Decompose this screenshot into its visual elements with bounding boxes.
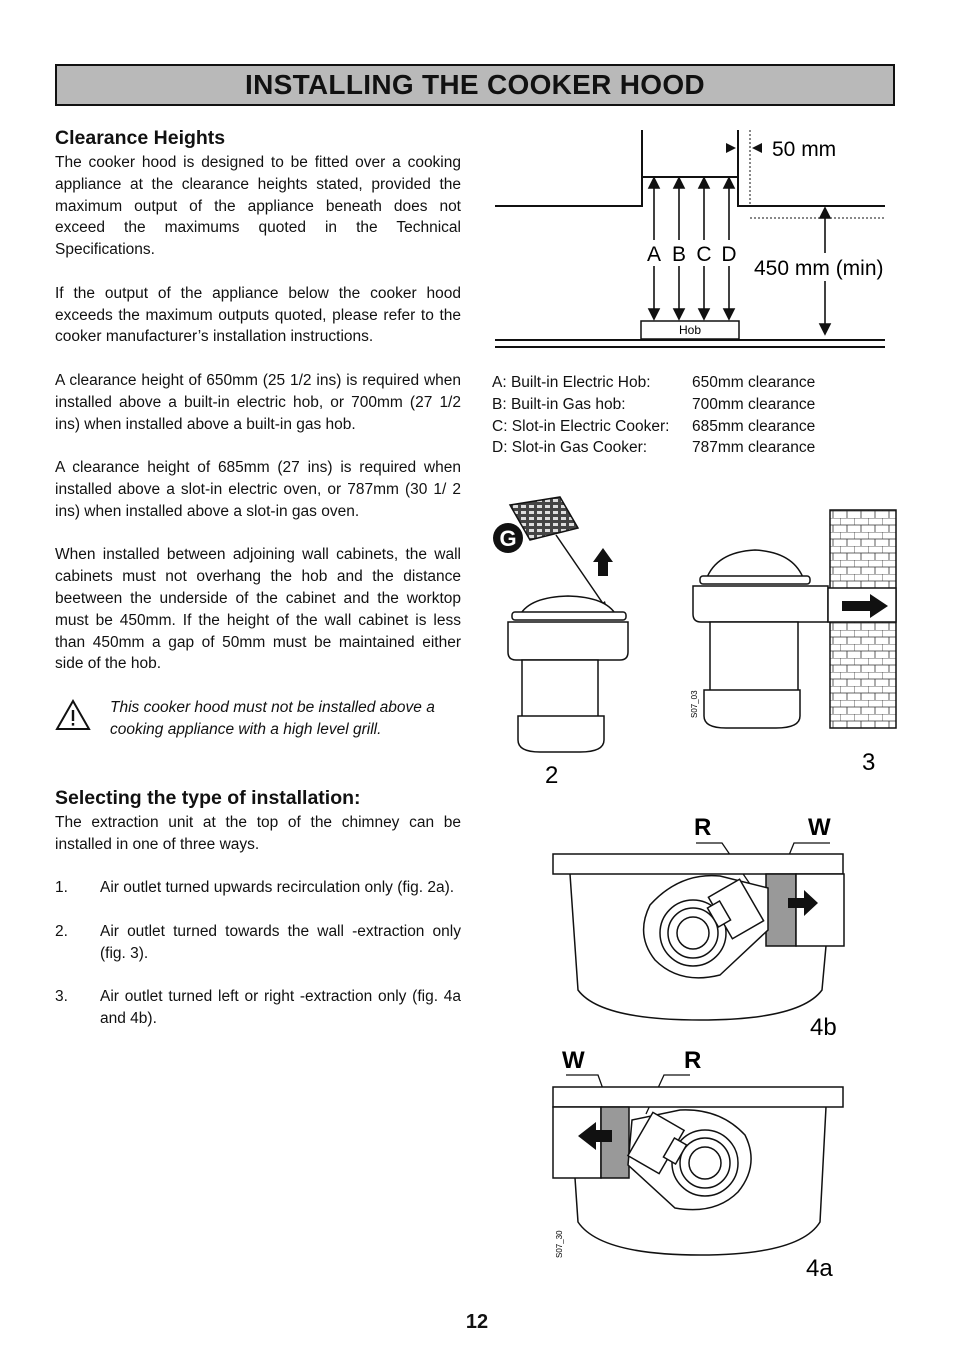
left-column — [55, 126, 461, 741]
label-d: D — [721, 243, 737, 266]
legend-key: B: Built-in Gas hob: — [492, 395, 626, 413]
warning-icon — [55, 697, 110, 738]
clearance-paragraph-2: If the output of the appliance below the cooker hood exceeds the maximum outputs quoted, please refer to the cooker manufacturer’s installation instructions. — [55, 284, 461, 346]
legend-row — [492, 372, 815, 394]
selecting-heading: Selecting the type of installation: — [55, 787, 361, 809]
page-number: 12 — [465, 1311, 489, 1333]
list-item-text: Air outlet turned upwards recirculation only (fig. 2a). — [100, 879, 455, 897]
legend-row — [492, 416, 815, 438]
clearance-paragraph-3: A clearance height of 650mm (25 1/2 ins) is required when installed above a built-in electric hob, or 700mm (27 1/2 ins) when installed above a built-in gas hob. — [55, 371, 461, 433]
figure-4b-r-label: R — [694, 814, 712, 841]
figure-3-label: 3 — [862, 749, 876, 776]
selecting-intro: The extraction unit at the top of the chimney can be installed in one of three ways. — [55, 814, 461, 853]
upward-arrow-icon — [593, 548, 613, 576]
clearance-legend — [492, 372, 815, 459]
badge-g-label: G — [499, 526, 517, 551]
legend-row — [492, 437, 815, 459]
figure-4b-w-label: W — [808, 814, 831, 841]
figure-3-code: S07_03 — [690, 690, 699, 718]
figure-2-label: 2 — [545, 762, 559, 789]
legend-value: 787mm clearance — [692, 439, 816, 457]
list-item — [55, 877, 461, 899]
warning-text: This cooker hood must not be installed above a cooking appliance with a high level grill. — [110, 698, 435, 738]
label-b: B — [671, 243, 687, 266]
label-c: C — [696, 243, 712, 266]
figure-2-upward-outlet — [485, 492, 650, 792]
height-label: 450 mm (min) — [754, 257, 884, 280]
figure-4b-side-outlet — [548, 808, 848, 1042]
list-item-number: 3. — [55, 988, 68, 1006]
list-item — [55, 986, 461, 1030]
page-title-bar — [55, 64, 895, 106]
figure-4a-r-label: R — [684, 1047, 702, 1074]
figure-4a-label: 4a — [806, 1255, 833, 1282]
clearance-paragraph-4: A clearance height of 685mm (27 ins) is required when installed above a slot-in electric oven, or 787mm (30 1/ 2 ins) when installed above a slot-in gas oven. — [55, 459, 461, 520]
clearance-paragraph-1: The cooker hood is designed to be fitted over a cooking appliance at the clearance heights stated, provided the maximum output of the appliance beneath does not exceed the maximums quoted in the Technical Specifications. — [55, 154, 461, 259]
legend-value: 650mm clearance — [692, 374, 816, 391]
figure-4a-code: S07_30 — [555, 1230, 564, 1258]
clearance-diagram — [490, 125, 890, 355]
figure-4b-label: 4b — [810, 1014, 837, 1041]
figure-4a-w-label: W — [562, 1047, 585, 1074]
warning-note — [55, 697, 461, 741]
figure-4a-side-outlet — [548, 1042, 848, 1284]
page-title: INSTALLING THE COOKER HOOD — [245, 69, 705, 100]
clearance-paragraph-5: When installed between adjoining wall cabinets, the wall cabinets must not overhang the hob and the distance beetween the underside of the cabinet and the worktop must be 450mm. If the height of the wall cabinet is less than 450mm a gap of 50mm must be maintained either side of the hob. — [55, 546, 461, 673]
legend-key: D: Slot-in Gas Cooker: — [492, 439, 648, 457]
figure-3-wall-outlet — [688, 505, 900, 780]
selecting-section — [55, 786, 461, 1030]
clearance-heading: Clearance Heights — [55, 127, 226, 149]
list-item-text: Air outlet turned towards the wall -extraction only (fig. 3). — [100, 922, 461, 962]
legend-value: 685mm clearance — [692, 417, 816, 435]
legend-key: A: Built-in Electric Hob: — [492, 374, 651, 391]
label-a: A — [646, 243, 662, 266]
list-item-number: 1. — [55, 879, 68, 897]
legend-value: 700mm clearance — [692, 395, 816, 413]
legend-key: C: Slot-in Electric Cooker: — [492, 417, 670, 435]
legend-row — [492, 394, 815, 416]
gap-label: 50 mm — [772, 138, 837, 161]
list-item-number: 2. — [55, 922, 68, 940]
hob-label: Hob — [678, 323, 702, 337]
list-item — [55, 921, 461, 965]
list-item-text: Air outlet turned left or right -extraction only (fig. 4a and 4b). — [100, 988, 461, 1028]
